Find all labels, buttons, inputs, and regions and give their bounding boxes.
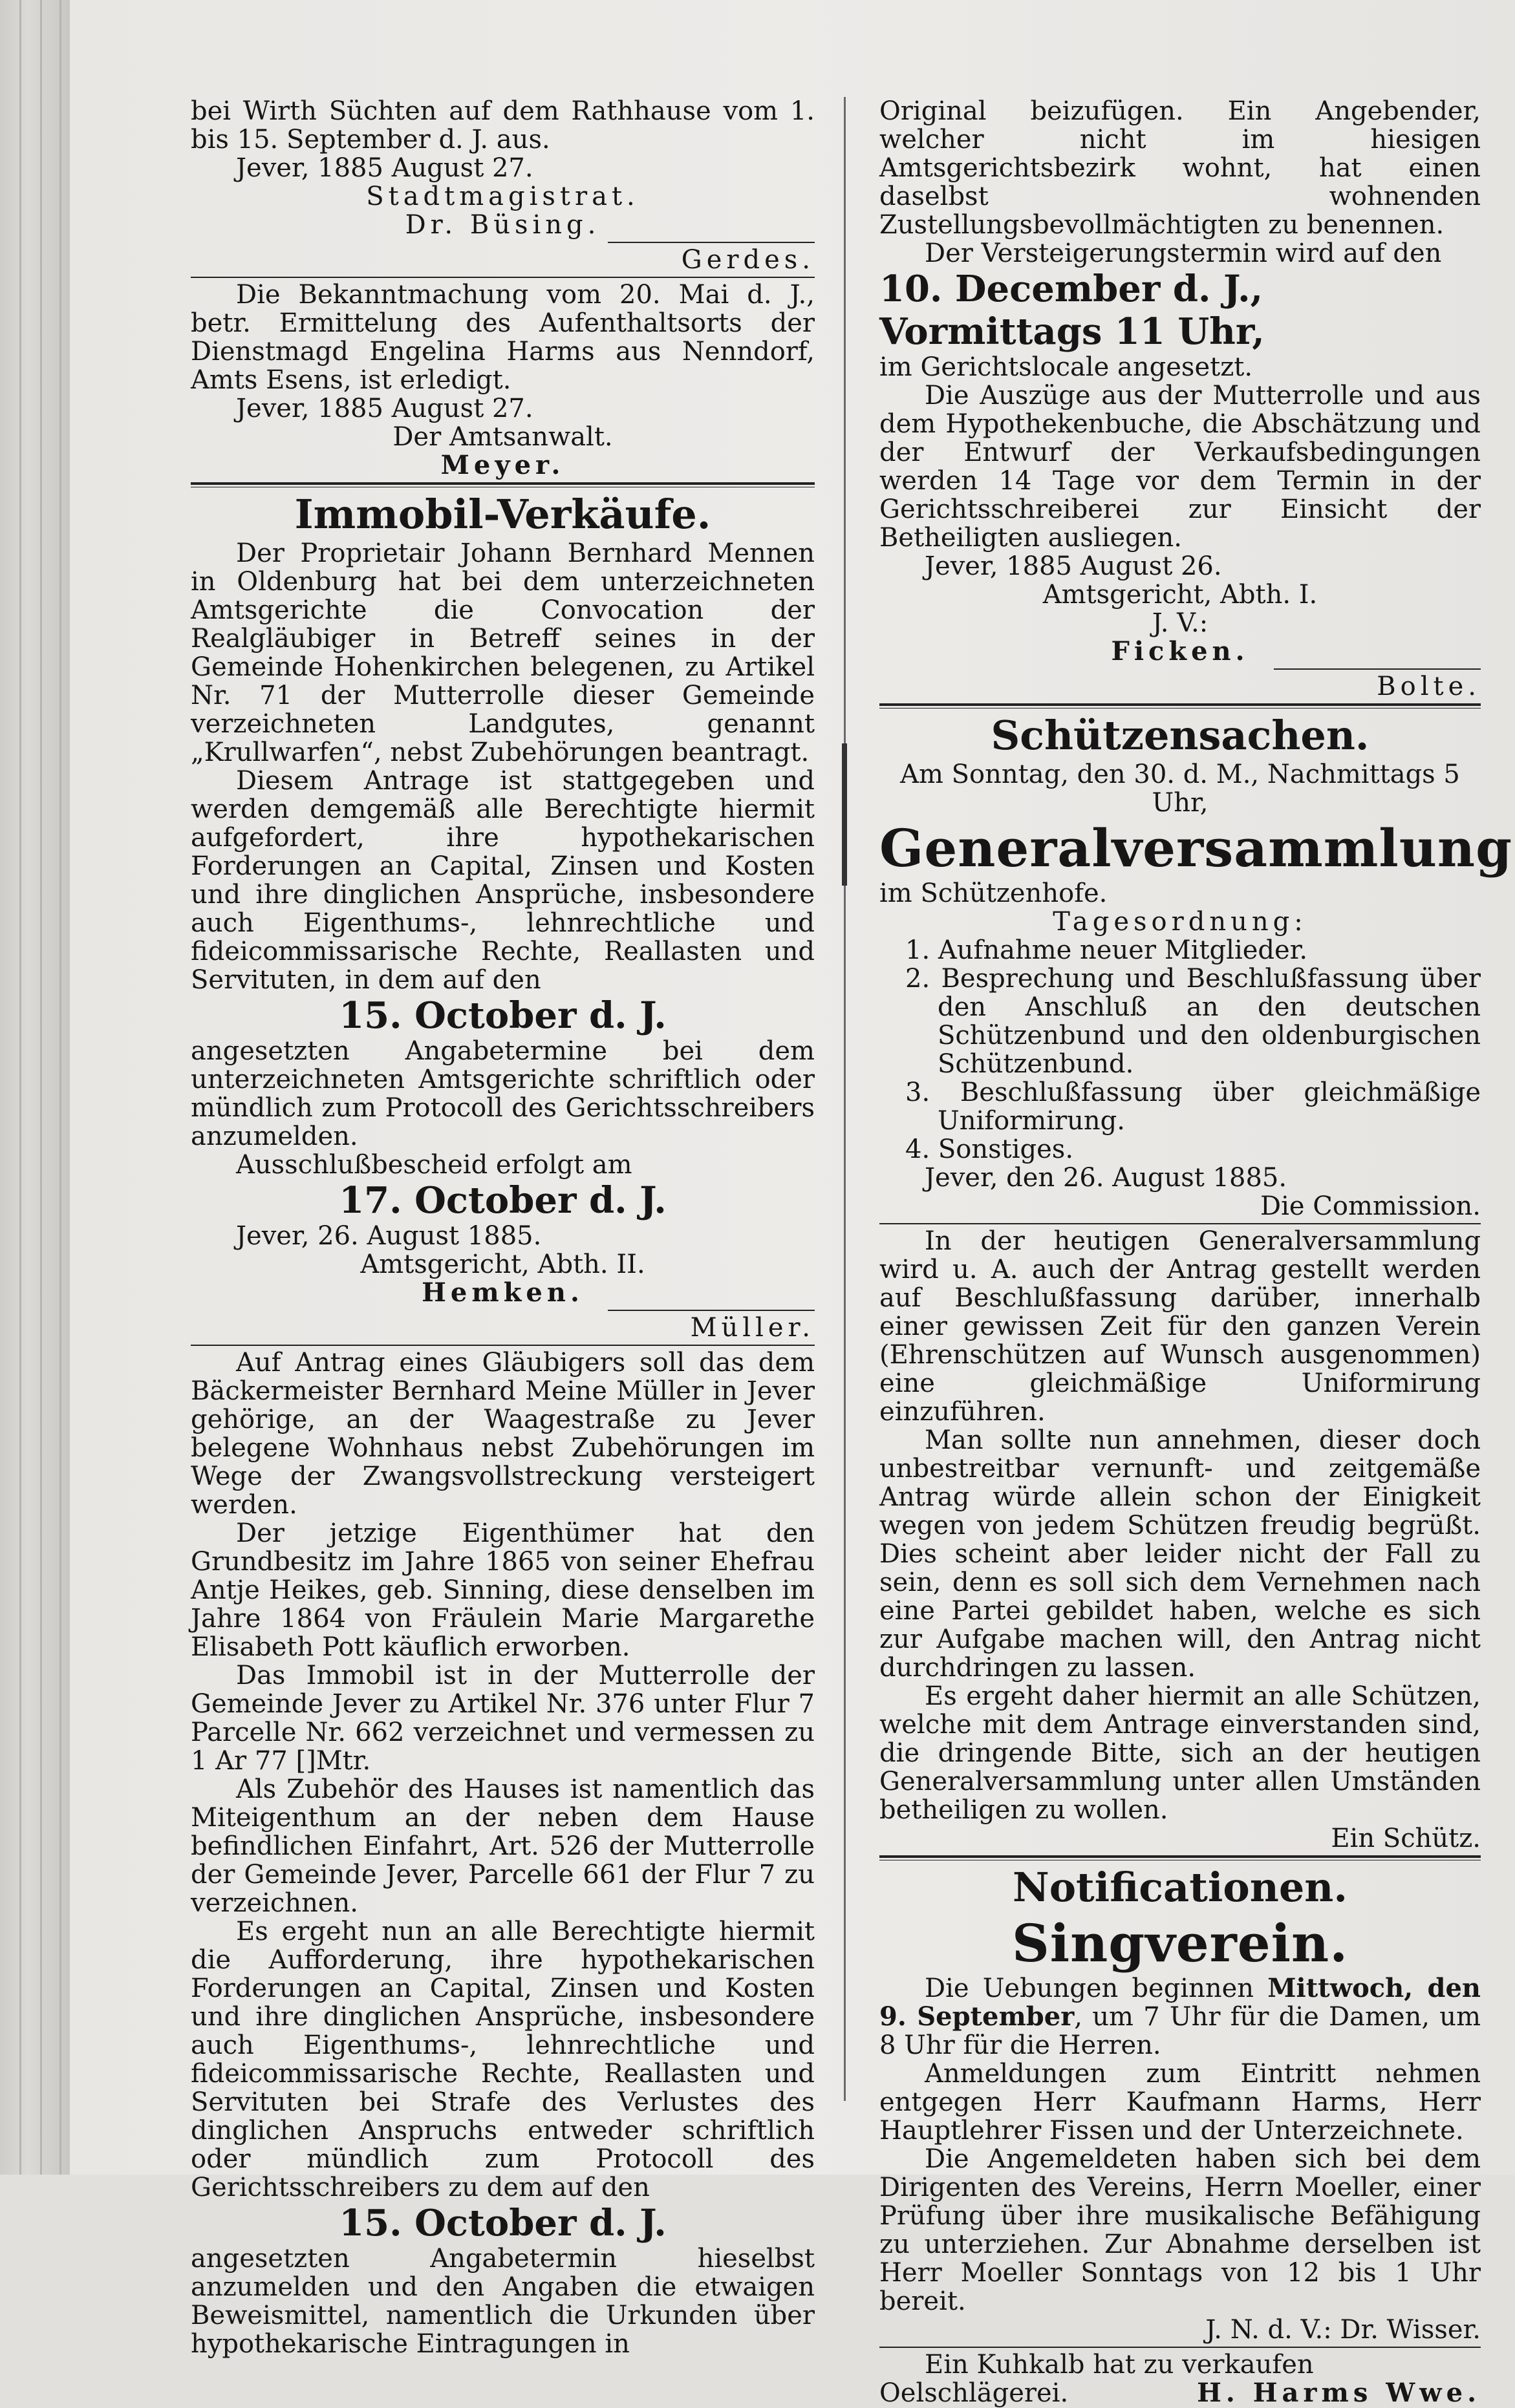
notice-text: Als Zubehör des Hauses ist namentlich das Miteigenthum an der neben dem Hause befindlichen Einfahrt, Art. 526 der Mutterrolle der Gemeinde Jever, Parcelle 661 der Flur 7 zu verzeichnen. xyxy=(191,1774,815,1918)
notice-text: bei Wirth Süchten auf dem Rathhause vom 1. bis 15. September d. J. aus. xyxy=(191,96,815,154)
notice-date: Jever, den 26. August 1885. xyxy=(925,1163,1287,1193)
notice-text: Original beizufügen. Ein Angebender, welcher nicht im hiesigen Amtsgerichtsbezirk wohnt, hat einen daselbst wohnenden Zustellungsbevollmächtigten zu benennen. xyxy=(879,96,1481,240)
section-rule xyxy=(879,703,1481,709)
notice-text xyxy=(879,1974,1481,2060)
notice-text: Der jetzige Eigenthümer hat den Grundbesitz im Jahre 1865 von seiner Ehefrau Antje Heikes, geb. Sinning, diese denselben im Jahre 1864 von Fräulein Marie Margarethe Elisabeth Pott käuflich erworben. xyxy=(191,1518,815,1662)
notice-signer: J. N. d. V.: Dr. Wisser. xyxy=(1205,2315,1481,2345)
spine-edge-line xyxy=(59,0,61,2175)
notice-text: im Gerichtslocale angesetzt. xyxy=(879,352,1253,382)
separator-rule xyxy=(879,1223,1481,1224)
agenda-item: 1. Aufnahme neuer Mitglieder. xyxy=(905,935,1308,965)
column-divider-mark xyxy=(842,743,847,886)
spine-edge-line xyxy=(19,0,21,2175)
event-display-title: Generalversammlung xyxy=(879,818,1513,879)
section-rule xyxy=(191,482,815,487)
agenda-title: Tagesordnung: xyxy=(1053,907,1307,937)
notice-text-part: , um 7 Uhr für die Damen, um 8 Uhr für die Herren. xyxy=(879,2002,1481,2060)
agenda-item: 4. Sonstiges. xyxy=(905,1135,1074,1164)
section-heading: Notificationen. xyxy=(1013,1864,1348,1911)
notice-text: Die Bekanntmachung vom 20. Mai d. J., betr. Ermittelung des Aufenthaltsorts der Dienstmagd Engelina Harms aus Nenndorf, Amts Esens, ist erledigt. xyxy=(191,280,815,395)
notice-text: Diesem Antrage ist stattgegeben und werden demgemäß alle Berechtigte hiermit aufgefordert, ihre hypothekarischen Forderungen an Capital, Zinsen und Kosten und ihre dinglichen Ansprüche, insbesondere auch Eigenthums-, lehnrechtliche und fideicommissarische Rechte, Reallasten und Servituten, in dem auf den xyxy=(191,766,815,995)
book-spine xyxy=(0,0,70,2175)
notice-text: Man sollte nun annehmen, dieser doch unbestreitbar vernunft- und zeitgemäße Antrag würde allein schon der Einigkeit wegen von jedem Schützen freudig begrüßt. Dies scheint aber leider nicht der Fall zu sein, denn es soll sich dem Vernehmen nach eine Partei gebildet haben, welche es sich zur Aufgabe machen will, den Antrag nicht durchdringen zu lassen. xyxy=(879,1425,1481,1683)
notice-signer: Ein Schütz. xyxy=(1331,1824,1481,1853)
column-divider xyxy=(844,97,846,2101)
notice-text: Der Versteigerungstermin wird auf den xyxy=(925,239,1442,268)
notice-issuer: Amtsgericht, Abth. II. xyxy=(360,1250,645,1279)
notice-date: Jever, 26. August 1885. xyxy=(236,1221,542,1251)
club-display-title: Singverein. xyxy=(1011,1913,1349,1974)
notice-text: im Schützenhofe. xyxy=(879,879,1108,908)
deadline-date: 15. October d. J. xyxy=(339,2202,667,2244)
notice-issuer: Stadtmagistrat. xyxy=(366,182,639,211)
notice-text: In der heutigen Generalversammlung wird u. A. auch der Antrag gestellt werden auf Beschlußfassung darüber, innerhalb einer gewissen Zeit für den ganzen Verein (Ehrenschützen auf Wunsch ausgenommen) eine gleichmäßige Uniformirung einzuführen. xyxy=(879,1226,1481,1427)
signature-rule xyxy=(608,1310,815,1311)
notice-text: Am Sonntag, den 30. d. M., Nachmittags 5 Uhr, xyxy=(900,760,1460,818)
separator-rule xyxy=(191,277,815,278)
notice-date: Jever, 1885 August 27. xyxy=(236,153,533,183)
notice-signer: Die Commission. xyxy=(1260,1191,1481,1221)
notice-issuer: Amtsgericht, Abth. I. xyxy=(1042,580,1318,610)
separator-rule xyxy=(191,1345,815,1346)
notice-signer: Hemken. xyxy=(422,1277,584,1308)
notice-signer: Ficken. xyxy=(1111,636,1249,666)
separator-rule xyxy=(879,2347,1481,2348)
deadline-date: 15. October d. J. xyxy=(339,994,667,1037)
notice-text: angesetzten Angabetermin hieselbst anzumelden und den Angaben die etwaigen Beweismittel, namentlich die Urkunden über hypothekarische Eintragungen in xyxy=(191,2244,815,2359)
notice-issuer: Der Amtsanwalt. xyxy=(392,422,613,452)
notice-clerk: Gerdes. xyxy=(681,245,815,275)
right-column xyxy=(879,96,1513,2408)
section-heading: Immobil-Verkäufe. xyxy=(294,491,711,538)
notice-text: Es ergeht nun an alle Berechtigte hiermit die Aufforderung, ihre hypothekarischen Forderungen an Capital, Zinsen und Kosten und ihre dinglichen Ansprüche, insbesondere auch Eigenthums-, lehnrechtliche und fideicommissarische Rechte, Reallasten und Servituten bei Strafe des Verlustes des dinglichen Anspruchs entweder schriftlich oder mündlich zum Protocoll des Gerichtsschreibers zu dem auf den xyxy=(191,1917,815,2202)
notice-text: Die Angemeldeten haben sich bei dem Dirigenten des Vereins, Herrn Moeller, einer Prüfung über ihre musikalische Befähigung zu unterziehen. Zur Abnahme derselben ist Herr Moeller Sonntags von 12 bis 1 Uhr bereit. xyxy=(879,2144,1481,2316)
notice-signer: H. Harms Wwe. xyxy=(1197,2378,1481,2408)
auction-date: 10. December d. J., Vormittags 11 Uhr, xyxy=(879,268,1265,353)
notice-date: Jever, 1885 August 26. xyxy=(925,551,1222,581)
signature-rule xyxy=(1274,668,1481,670)
notice-text: Ausschlußbescheid erfolgt am xyxy=(236,1150,632,1180)
notice-footer xyxy=(879,2379,1481,2407)
signature-rule xyxy=(608,242,815,243)
notice-deputy: J. V.: xyxy=(1152,608,1209,638)
agenda-list xyxy=(879,936,1481,1164)
agenda-item: 3. Beschlußfassung über gleichmäßige Uniformirung. xyxy=(905,1078,1481,1136)
notice-date: Jever, 1885 August 27. xyxy=(236,394,533,423)
section-rule xyxy=(879,1855,1481,1860)
notice-text: angesetzten Angabetermine bei dem unterzeichneten Amtsgerichte schriftlich oder mündlich zum Protocoll des Gerichtsschreibers anzumelden. xyxy=(191,1036,815,1151)
section-heading: Schützensachen. xyxy=(991,712,1370,759)
notice-text: Auf Antrag eines Gläubigers soll das dem Bäckermeister Bernhard Meine Müller in Jever gehörige, an der Waagestraße zu Jever belegene Wohnhaus nebst Zubehörungen im Wege der Zwangsvollstreckung versteigert werden. xyxy=(191,1348,815,1520)
notice-text: Anmeldungen zum Eintritt nehmen entgegen Herr Kaufmann Harms, Herr Hauptlehrer Fissen und der Unterzeichnete. xyxy=(879,2059,1481,2146)
notice-clerk: Müller. xyxy=(690,1313,815,1343)
notice-signer: Meyer. xyxy=(440,450,565,480)
notice-signer: Dr. Büsing. xyxy=(405,210,601,240)
notice-text: Das Immobil ist in der Mutterrolle der Gemeinde Jever zu Artikel Nr. 376 unter Flur 7 Parcelle Nr. 662 verzeichnet und vermessen zu 1 Ar 77 []Mtr. xyxy=(191,1661,815,1776)
deadline-date: 17. October d. J. xyxy=(339,1179,667,1222)
notice-text: Ein Kuhkalb hat zu verkaufen xyxy=(925,2350,1314,2380)
notice-clerk: Bolte. xyxy=(1377,672,1481,701)
spine-edge-line xyxy=(40,0,42,2175)
notice-place: Oelschlägerei. xyxy=(879,2378,1069,2408)
notice-text-part: Die Uebungen beginnen xyxy=(925,1974,1268,2003)
notice-text: Die Auszüge aus der Mutterrolle und aus dem Hypothekenbuche, die Abschätzung und der Entwurf der Verkaufsbedingungen werden 14 Tage vor dem Termin in der Gerichtsschreiberei zur Einsicht der Betheiligten ausliegen. xyxy=(879,381,1481,553)
rehearsal-date: Mittwoch, den 9. September xyxy=(879,1973,1481,2032)
notice-text: Der Proprietair Johann Bernhard Mennen in Oldenburg hat bei dem unterzeichneten Amtsgerichte die Convocation der Realgläubiger in Betreff seines in der Gemeinde Hohenkirchen belegenen, zu Artikel Nr. 71 der Mutterrolle dieser Gemeinde verzeichneten Landgutes, genannt „Krullwarfen“, nebst Zubehörungen beantragt. xyxy=(191,538,815,767)
notice-text: Es ergeht daher hiermit an alle Schützen, welche mit dem Antrage einverstanden sind, die dringende Bitte, sich an der heutigen Generalversammlung unter allen Umständen betheiligen zu wollen. xyxy=(879,1681,1481,1825)
left-column xyxy=(191,97,815,2358)
agenda-item: 2. Besprechung und Beschlußfassung über den Anschluß an den deutschen Schützenbund und den oldenburgischen Schützenbund. xyxy=(905,964,1481,1079)
